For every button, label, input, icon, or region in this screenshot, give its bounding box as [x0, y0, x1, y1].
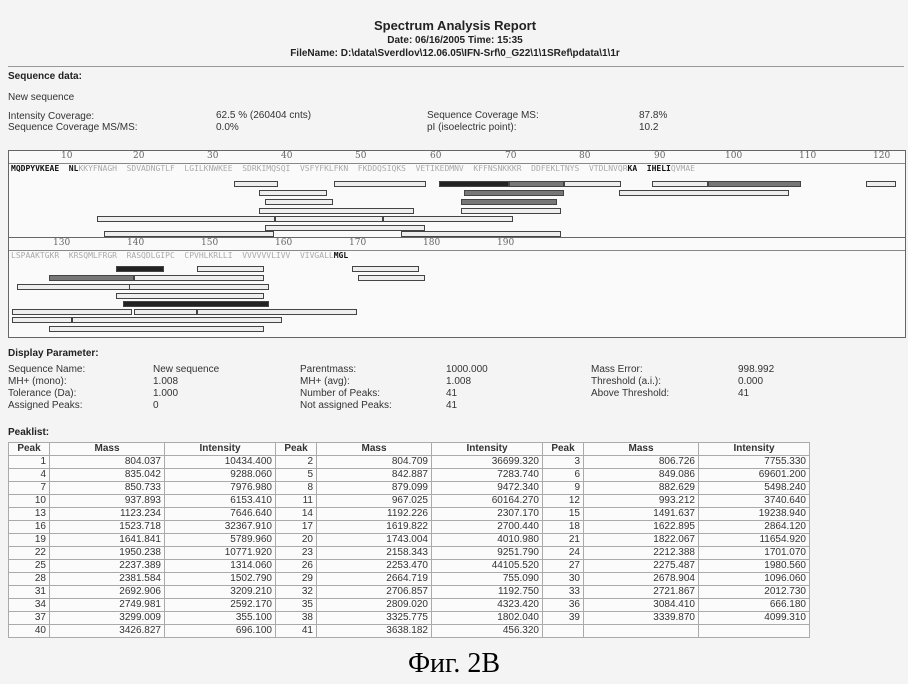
peptide-bar [265, 199, 333, 205]
peptide-bar [12, 309, 132, 315]
coverage-msms-value: 0.0% [216, 122, 239, 133]
table-cell: 9288.060 [165, 469, 276, 482]
tick: 160 [275, 238, 292, 248]
table-cell: 29 [276, 573, 317, 586]
table-cell: 1491.637 [584, 508, 699, 521]
table-cell: 13 [9, 508, 50, 521]
column-header: Peak [543, 443, 584, 456]
display-parameter-title: Display Parameter: [8, 348, 99, 359]
table-cell: 1096.060 [699, 573, 810, 586]
column-header: Intensity [432, 443, 543, 456]
peptide-bar [461, 199, 557, 205]
peptide-bar [509, 181, 564, 187]
table-row [9, 469, 810, 482]
table-cell: 835.042 [50, 469, 165, 482]
table-cell: 2012.730 [699, 586, 810, 599]
intensity-coverage-label: Intensity Coverage: [8, 111, 94, 122]
tick: 40 [281, 151, 292, 161]
table-row [9, 625, 810, 638]
column-header: Mass [50, 443, 165, 456]
param-value: 41 [446, 388, 457, 399]
param-label: Not assigned Peaks: [300, 400, 392, 411]
peptide-bar [116, 293, 264, 299]
table-cell: 6 [543, 469, 584, 482]
sequence-grey: LSPAAKTGKR KRSQMLFRGR RASQ [11, 251, 146, 260]
param-value: 0 [153, 400, 159, 411]
table-cell: 22 [9, 547, 50, 560]
table-cell: 32367.910 [165, 521, 276, 534]
table-cell: 10771.920 [165, 547, 276, 560]
pi-value: 10.2 [639, 122, 658, 133]
peptide-bar [652, 181, 708, 187]
intensity-coverage-value: 62.5 % (260404 cnts) [216, 110, 311, 121]
sequence-bold: KA IHELI [628, 164, 671, 173]
table-cell: 9251.790 [432, 547, 543, 560]
table-cell: 11 [276, 495, 317, 508]
table-cell: 2664.719 [317, 573, 432, 586]
param-value: 1000.000 [446, 364, 488, 375]
report-header [250, 18, 660, 60]
sequence-name: New sequence [8, 92, 74, 103]
sequence-bold: MGL [334, 251, 348, 260]
tick: 120 [873, 151, 890, 161]
table-cell: 1192.750 [432, 586, 543, 599]
sequence-ruler-1 [9, 151, 905, 164]
table-cell: 4010.980 [432, 534, 543, 547]
table-cell: 2237.389 [50, 560, 165, 573]
table-row [9, 612, 810, 625]
table-cell: 25 [9, 560, 50, 573]
param-value: 41 [446, 400, 457, 411]
peptide-bar [134, 309, 197, 315]
table-cell: 15 [543, 508, 584, 521]
sequence-text-1 [11, 164, 695, 173]
table-cell: 1641.841 [50, 534, 165, 547]
table-cell: 7283.740 [432, 469, 543, 482]
peptide-bar [708, 181, 801, 187]
column-header: Intensity [699, 443, 810, 456]
table-cell: 26 [276, 560, 317, 573]
param-value: New sequence [153, 364, 219, 375]
peptide-bar [358, 275, 425, 281]
table-cell: 1523.718 [50, 521, 165, 534]
sequence-bold: MQDPYVKEAE NL [11, 164, 78, 173]
table-cell: 2706.857 [317, 586, 432, 599]
table-cell: 35 [276, 599, 317, 612]
peptide-bar [866, 181, 896, 187]
peptide-bar [49, 275, 134, 281]
table-cell: 2864.120 [699, 521, 810, 534]
param-label: Above Threshold: [591, 388, 669, 399]
table-cell: 17 [276, 521, 317, 534]
table-cell: 28 [9, 573, 50, 586]
table-cell: 1619.822 [317, 521, 432, 534]
table-cell: 21 [543, 534, 584, 547]
peptide-bar [12, 317, 72, 323]
param-value: 41 [738, 388, 749, 399]
param-value: 0.000 [738, 376, 763, 387]
tick: 90 [654, 151, 665, 161]
tick: 60 [430, 151, 441, 161]
table-cell: 6153.410 [165, 495, 276, 508]
tick: 140 [127, 238, 144, 248]
table-cell: 806.726 [584, 456, 699, 469]
table-cell: 4 [9, 469, 50, 482]
tick: 180 [423, 238, 440, 248]
table-cell: 993.212 [584, 495, 699, 508]
peptide-bar [352, 266, 419, 272]
table-cell: 937.893 [50, 495, 165, 508]
table-cell: 10434.400 [165, 456, 276, 469]
param-label: Number of Peaks: [300, 388, 380, 399]
peptide-bar [134, 275, 264, 281]
sequence-map-row-1 [8, 150, 906, 239]
coverage-msms-label: Sequence Coverage MS/MS: [8, 122, 138, 133]
table-cell: 2809.020 [317, 599, 432, 612]
table-cell: 20 [276, 534, 317, 547]
table-cell: 3325.775 [317, 612, 432, 625]
table-cell: 2275.487 [584, 560, 699, 573]
param-value: 998.992 [738, 364, 774, 375]
table-cell: 44105.520 [432, 560, 543, 573]
report-title: Spectrum Analysis Report [250, 18, 660, 34]
peptide-bar [464, 190, 564, 196]
table-cell: 1743.004 [317, 534, 432, 547]
column-header: Mass [584, 443, 699, 456]
table-cell: 39 [543, 612, 584, 625]
peaklist-title: Peaklist: [8, 427, 49, 438]
peptide-bar [461, 208, 561, 214]
peptide-bar [334, 181, 426, 187]
table-cell: 7976.980 [165, 482, 276, 495]
sequence-ruler-2 [9, 238, 905, 251]
column-header: Intensity [165, 443, 276, 456]
param-label: Sequence Name: [8, 364, 85, 375]
table-cell: 8 [276, 482, 317, 495]
table-cell: 3339.870 [584, 612, 699, 625]
table-cell: 32 [276, 586, 317, 599]
tick: 10 [61, 151, 72, 161]
table-cell: 850.733 [50, 482, 165, 495]
table-cell: 23 [276, 547, 317, 560]
table-cell: 33 [543, 586, 584, 599]
table-cell: 1622.895 [584, 521, 699, 534]
table-cell: 1192.226 [317, 508, 432, 521]
table-cell: 879.099 [317, 482, 432, 495]
peptide-bar [619, 190, 789, 196]
sequence-text-2 [11, 251, 348, 260]
table-cell: 2692.906 [50, 586, 165, 599]
table-cell: 38 [276, 612, 317, 625]
table-cell: 7755.330 [699, 456, 810, 469]
sequence-grey: KKYFNAGH SDVADNGTLF LGILKNWKEE SDRKIMQSQI VSFYFKLFKN FKDDQSIQKS VETIKEDMNV KFFNSNKKKR DDFEKLTNYS VTDLNVQR [78, 164, 627, 173]
param-value: 1.000 [153, 388, 178, 399]
table-cell: 2700.440 [432, 521, 543, 534]
table-cell: 1701.070 [699, 547, 810, 560]
table-row [9, 495, 810, 508]
table-cell: 2307.170 [432, 508, 543, 521]
table-cell: 755.090 [432, 573, 543, 586]
report-date-time: Date: 06/16/2005 Time: 15:35 [250, 34, 660, 47]
tick: 30 [207, 151, 218, 161]
peptide-bar [49, 326, 264, 332]
table-cell: 34 [9, 599, 50, 612]
table-cell: 30 [543, 573, 584, 586]
table-row [9, 547, 810, 560]
peptide-bar [197, 309, 357, 315]
table-cell: 27 [543, 560, 584, 573]
table-cell: 967.025 [317, 495, 432, 508]
table-cell: 1502.790 [165, 573, 276, 586]
tick: 130 [53, 238, 70, 248]
table-row [9, 534, 810, 547]
table-cell: 1123.234 [50, 508, 165, 521]
table-cell: 666.180 [699, 599, 810, 612]
param-value: 1.008 [153, 376, 178, 387]
peptide-bar [97, 216, 275, 222]
table-cell: 3 [543, 456, 584, 469]
peptide-bar [116, 266, 164, 272]
table-cell: 849.086 [584, 469, 699, 482]
table-cell: 3426.827 [50, 625, 165, 638]
coverage-ms-label: Sequence Coverage MS: [427, 110, 539, 121]
tick: 190 [497, 238, 514, 248]
table-cell: 7646.640 [165, 508, 276, 521]
header-divider [8, 66, 904, 67]
peptide-bar [383, 216, 513, 222]
report-filename: FileName: D:\data\Sverdlov\12.06.05\IFN-Srf\0_G22\1\1SRef\pdata\1\1r [250, 47, 660, 60]
table-row [9, 573, 810, 586]
table-cell: 3084.410 [584, 599, 699, 612]
table-cell: 3638.182 [317, 625, 432, 638]
tick: 100 [725, 151, 742, 161]
table-cell: 60164.270 [432, 495, 543, 508]
table-cell [584, 625, 699, 638]
coverage-ms-value: 87.8% [639, 110, 667, 121]
param-label: Parentmass: [300, 364, 356, 375]
table-cell: 5498.240 [699, 482, 810, 495]
table-cell: 804.037 [50, 456, 165, 469]
param-label: MH+ (mono): [8, 376, 67, 387]
table-cell: 3209.210 [165, 586, 276, 599]
peptide-bar [259, 208, 414, 214]
table-cell: 4099.310 [699, 612, 810, 625]
table-cell: 19 [9, 534, 50, 547]
table-cell: 36699.320 [432, 456, 543, 469]
tick: 50 [355, 151, 366, 161]
table-cell: 3740.640 [699, 495, 810, 508]
table-row [9, 508, 810, 521]
table-cell: 5 [276, 469, 317, 482]
table-cell: 882.629 [584, 482, 699, 495]
column-header: Peak [9, 443, 50, 456]
figure-caption: Фиг. 2B [0, 648, 908, 680]
table-cell: 2749.981 [50, 599, 165, 612]
table-row [9, 456, 810, 469]
table-cell: 31 [9, 586, 50, 599]
peptide-bar [234, 181, 278, 187]
tick: 170 [349, 238, 366, 248]
peptide-bar [129, 284, 269, 290]
table-cell: 18 [543, 521, 584, 534]
param-label: Threshold (a.i.): [591, 376, 661, 387]
table-cell: 69601.200 [699, 469, 810, 482]
column-header: Peak [276, 443, 317, 456]
table-cell: 2212.388 [584, 547, 699, 560]
tick: 150 [201, 238, 218, 248]
tick: 80 [579, 151, 590, 161]
table-cell: 1314.060 [165, 560, 276, 573]
param-label: Mass Error: [591, 364, 643, 375]
table-cell: 3299.009 [50, 612, 165, 625]
peptide-bar [259, 190, 327, 196]
sequence-grey: QVMAE [671, 164, 695, 173]
table-row [9, 521, 810, 534]
tick: 70 [505, 151, 516, 161]
table-cell: 9 [543, 482, 584, 495]
table-cell: 2381.584 [50, 573, 165, 586]
peptide-bar [564, 181, 621, 187]
table-cell: 41 [276, 625, 317, 638]
table-row [9, 482, 810, 495]
table-cell: 36 [543, 599, 584, 612]
table-cell: 19238.940 [699, 508, 810, 521]
table-cell: 696.100 [165, 625, 276, 638]
table-row [9, 560, 810, 573]
table-cell: 2 [276, 456, 317, 469]
sequence-data-title: Sequence data: [8, 71, 82, 82]
table-cell: 355.100 [165, 612, 276, 625]
table-cell: 12 [543, 495, 584, 508]
table-cell [543, 625, 584, 638]
table-cell: 1802.040 [432, 612, 543, 625]
table-cell: 16 [9, 521, 50, 534]
peptide-bar [123, 301, 269, 307]
table-cell: 14 [276, 508, 317, 521]
table-cell: 37 [9, 612, 50, 625]
sequence-grey: DLGIPC CPVHLKRLLI VVVVVVLIVV VIVGALL [146, 251, 334, 260]
peptide-bar [197, 266, 264, 272]
table-cell: 2158.343 [317, 547, 432, 560]
table-cell: 804.709 [317, 456, 432, 469]
table-cell: 842.887 [317, 469, 432, 482]
table-cell: 7 [9, 482, 50, 495]
param-label: MH+ (avg): [300, 376, 350, 387]
table-cell: 456.320 [432, 625, 543, 638]
column-header: Mass [317, 443, 432, 456]
table-cell: 10 [9, 495, 50, 508]
table-cell: 1950.238 [50, 547, 165, 560]
param-value: 1.008 [446, 376, 471, 387]
param-label: Tolerance (Da): [8, 388, 76, 399]
peptide-bar [72, 317, 282, 323]
table-cell: 11654.920 [699, 534, 810, 547]
table-cell: 1822.067 [584, 534, 699, 547]
tick: 20 [133, 151, 144, 161]
peptide-bar [275, 216, 383, 222]
peptide-bar [439, 181, 509, 187]
table-cell: 24 [543, 547, 584, 560]
sequence-map-row-2 [8, 237, 906, 338]
table-cell: 2721.867 [584, 586, 699, 599]
table-cell: 2592.170 [165, 599, 276, 612]
table-cell: 4323.420 [432, 599, 543, 612]
table-cell: 5789.960 [165, 534, 276, 547]
pi-label: pI (isoelectric point): [427, 122, 516, 133]
param-label: Assigned Peaks: [8, 400, 83, 411]
table-row [9, 599, 810, 612]
table-cell: 1 [9, 456, 50, 469]
table-cell [699, 625, 810, 638]
table-cell: 2678.904 [584, 573, 699, 586]
table-cell: 1980.560 [699, 560, 810, 573]
peaklist-table [8, 442, 810, 638]
table-cell: 40 [9, 625, 50, 638]
table-row [9, 586, 810, 599]
table-cell: 2253.470 [317, 560, 432, 573]
tick: 110 [799, 151, 816, 161]
table-cell: 9472.340 [432, 482, 543, 495]
